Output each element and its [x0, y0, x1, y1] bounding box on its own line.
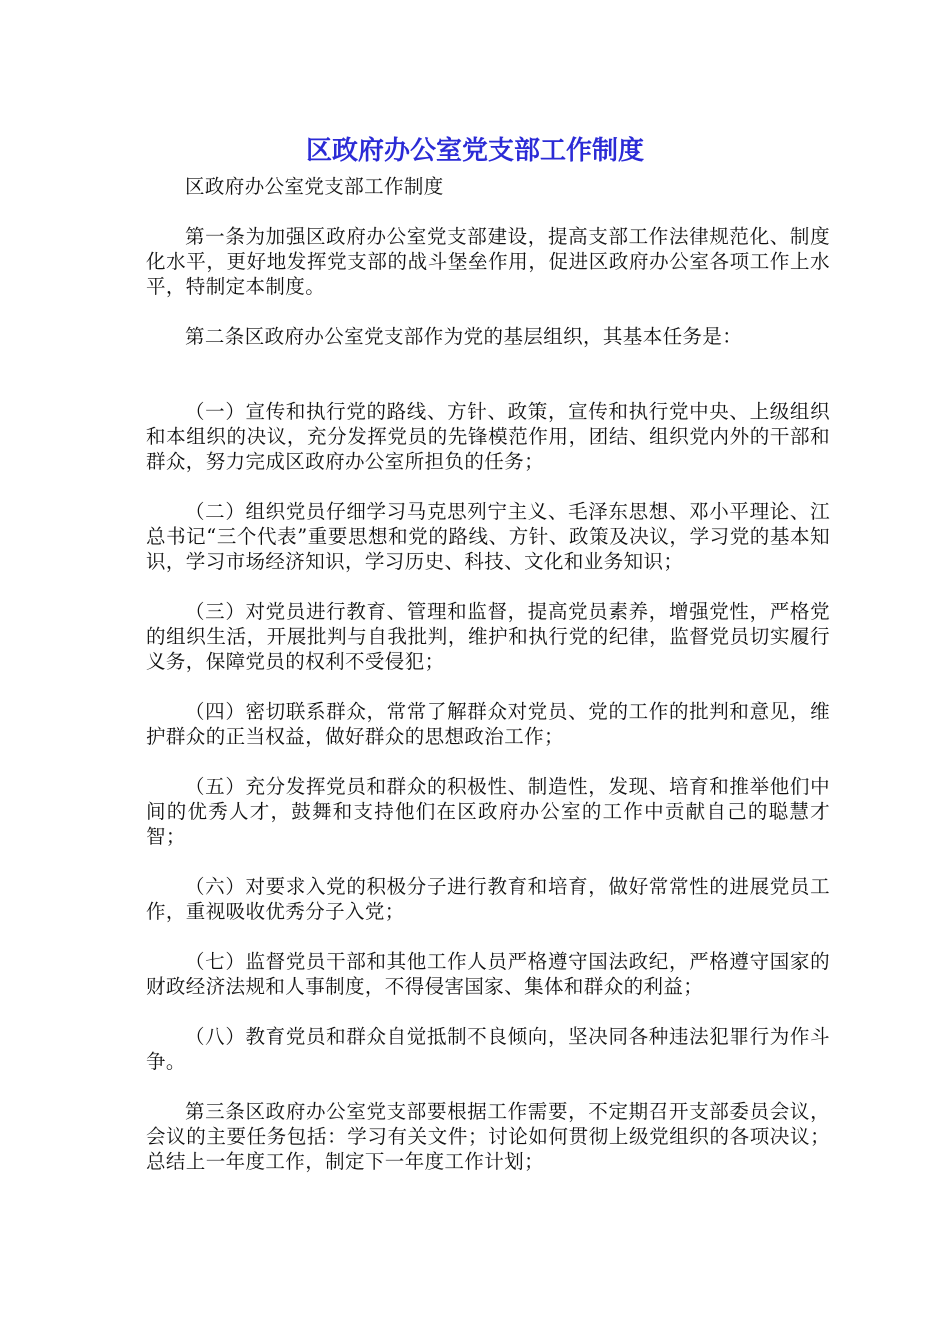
- paragraph-article-2: 第二条区政府办公室党支部作为党的基层组织，其基本任务是：: [185, 325, 743, 348]
- paragraph-item-6: （六）对要求入党的积极分子进行教育和培育，做好常常性的进展党员工作，重视吸收优秀分子入党；: [146, 875, 830, 923]
- paragraph-item-8: （八）教育党员和群众自觉抵制不良倾向，坚决同各种违法犯罪行为作斗争。: [146, 1025, 830, 1073]
- paragraph-article-3: 第三条区政府办公室党支部要根据工作需要，不定期召开支部委员会议，会议的主要任务包括：学习有关文件；讨论如何贯彻上级党组织的各项决议；总结上一年度工作，制定下一年度工作计划；: [146, 1100, 830, 1173]
- document-subtitle: 区政府办公室党支部工作制度: [185, 175, 444, 198]
- document-title: 区政府办公室党支部工作制度: [305, 136, 644, 166]
- paragraph-item-5: （五）充分发挥党员和群众的积极性、制造性，发现、培育和推举他们中间的优秀人才，鼓舞和支持他们在区政府办公室的工作中贡献自己的聪慧才智；: [146, 775, 830, 848]
- paragraph-item-7: （七）监督党员干部和其他工作人员严格遵守国法政纪，严格遵守国家的财政经济法规和人事制度，不得侵害国家、集体和群众的利益；: [146, 950, 830, 998]
- paragraph-item-3: （三）对党员进行教育、管理和监督，提高党员素养，增强党性，严格党的组织生活，开展批判与自我批判，维护和执行党的纪律，监督党员切实履行义务，保障党员的权利不受侵犯；: [146, 600, 830, 673]
- paragraph-item-2: （二）组织党员仔细学习马克思列宁主义、毛泽东思想、邓小平理论、江总书记“三个代表”重要思想和党的路线、方针、政策及决议，学习党的基本知识，学习市场经济知识，学习历史、科技、文化和业务知识；: [146, 500, 830, 573]
- document-body: [146, 174, 830, 1174]
- paragraph-item-4: （四）密切联系群众，常常了解群众对党员、党的工作的批判和意见，维护群众的正当权益，做好群众的思想政治工作；: [146, 700, 830, 748]
- paragraph-item-1: （一）宣传和执行党的路线、方针、政策，宣传和执行党中央、上级组织和本组织的决议，充分发挥党员的先锋模范作用，团结、组织党内外的干部和群众，努力完成区政府办公室所担负的任务；: [146, 400, 830, 473]
- paragraph-article-1: 第一条为加强区政府办公室党支部建设，提高支部工作法律规范化、制度化水平，更好地发挥党支部的战斗堡垒作用，促进区政府办公室各项工作上水平，特制定本制度。: [146, 225, 830, 298]
